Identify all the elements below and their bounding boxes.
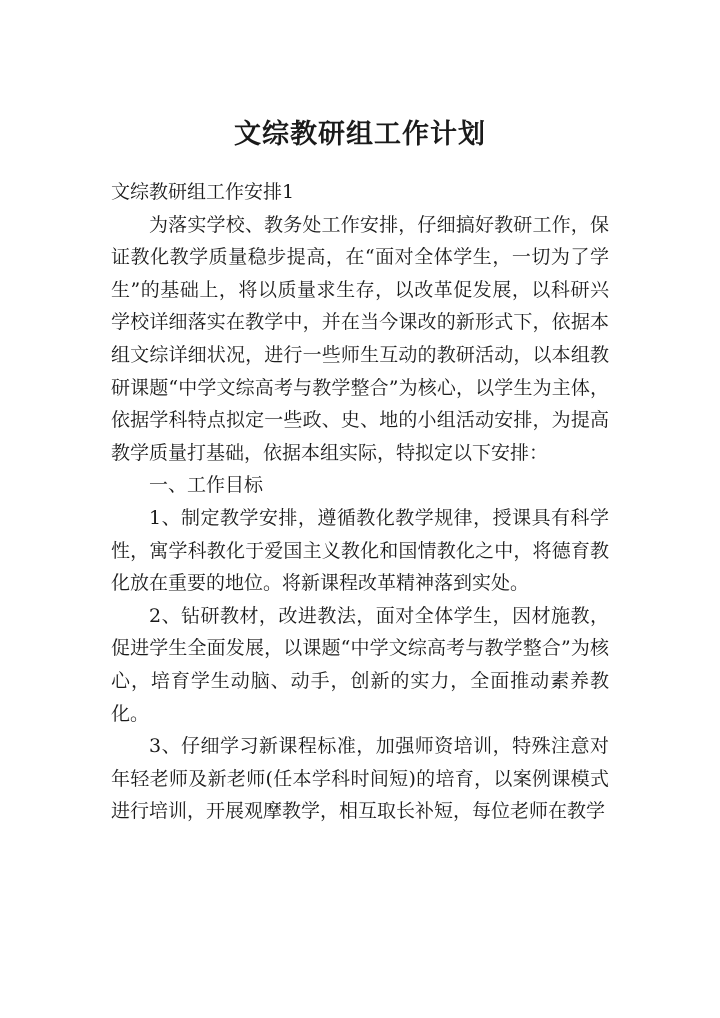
- goal-item-1: 1、制定教学安排，遵循教化教学规律，授课具有科学性，寓学科教化于爱国主义教化和国情教化之中，将德育教化放在重要的地位。将新课程改革精神落到实处。: [111, 506, 609, 595]
- goals-heading: 一、工作目标: [149, 474, 264, 497]
- document-body: [111, 176, 609, 828]
- intro-paragraph: 为落实学校、教务处工作安排，仔细搞好教研工作，保证教化教学质量稳步提高，在“面对全体学生，一切为了学生”的基础上，将以质量求生存，以改革促发展，以科研兴学校详细落实在教学中，并在当今课改的新形式下，依据本组文综详细状况，进行一些师生互动的教研活动，以本组教研课题“中学文综高考与教学整合”为核心，以学生为主体，依据学科特点拟定一些政、史、地的小组活动安排，为提高教学质量打基础，依据本组实际，特拟定以下安排：: [111, 213, 609, 464]
- goal-item-2: 2、钻研教材，改进教法，面对全体学生，因材施教，促进学生全面发展，以课题“中学文综高考与教学整合”为核心，培育学生动脑、动手，创新的实力，全面推动素养教化。: [111, 604, 609, 725]
- goal-item-3: 3、仔细学习新课程标准，加强师资培训，特殊注意对年轻老师及新老师(任本学科时间短)的培育，以案例课模式进行培训，开展观摩教学，相互取长补短，每位老师在教学: [111, 735, 609, 823]
- section-heading: 文综教研组工作安排1: [111, 181, 295, 203]
- document-title: 文综教研组工作计划: [234, 119, 486, 150]
